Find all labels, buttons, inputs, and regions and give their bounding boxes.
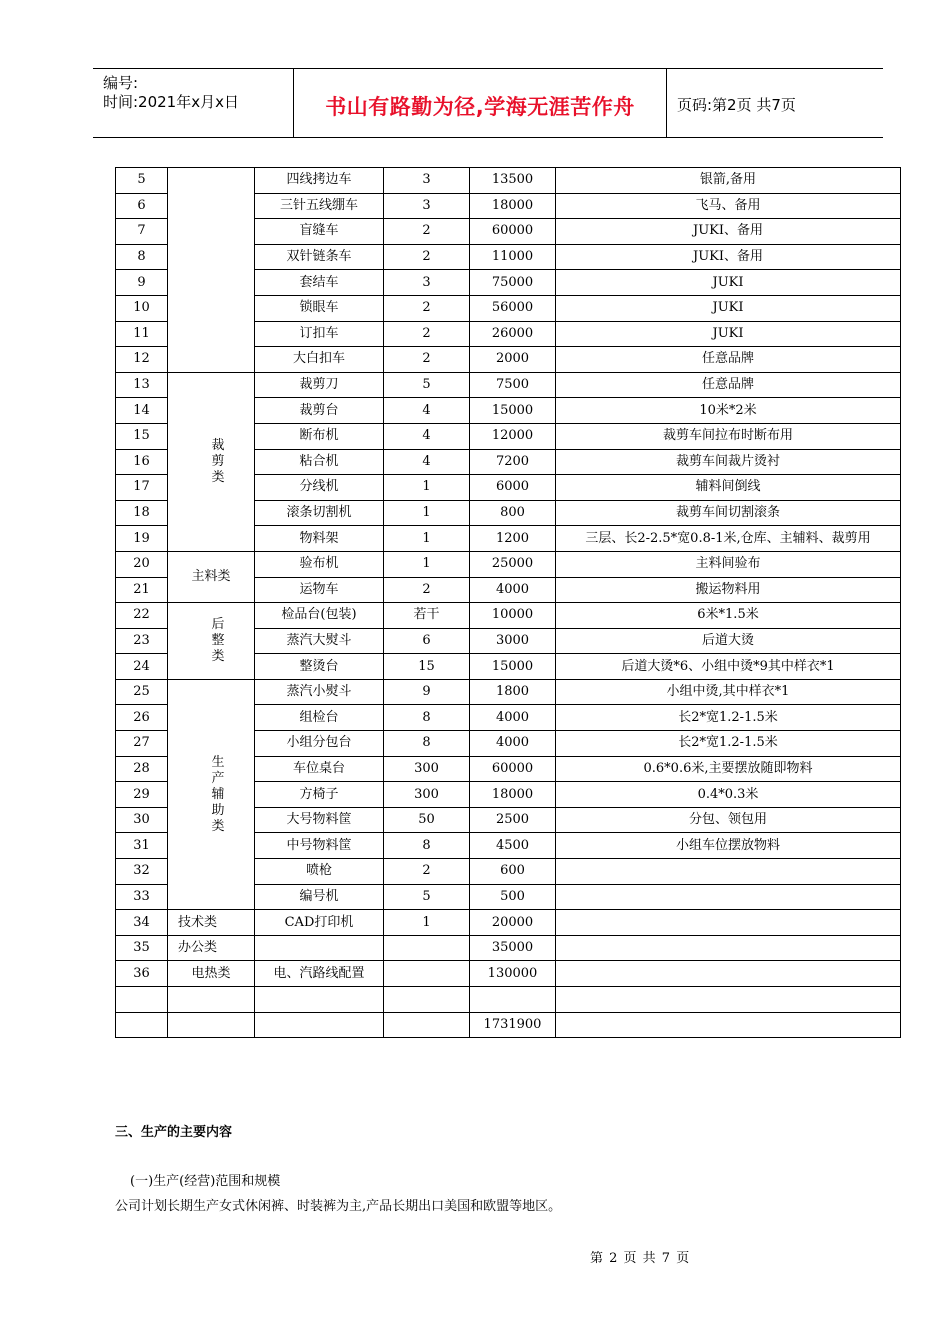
item-name-cell: 验布机	[255, 551, 384, 577]
amount-cell: 60000	[470, 219, 556, 245]
item-name-cell: 滚条切割机	[255, 500, 384, 526]
note-cell: 后道大烫*6、小组中烫*9其中样衣*1	[556, 654, 901, 680]
table-row	[116, 935, 901, 961]
quantity-cell: 8	[384, 705, 470, 731]
note-cell: 银箭,备用	[556, 168, 901, 194]
row-number-cell: 33	[116, 884, 168, 910]
row-number-cell: 20	[116, 551, 168, 577]
table-row	[116, 679, 901, 705]
table-row	[116, 961, 901, 987]
item-name-cell: 整烫台	[255, 654, 384, 680]
note-cell: JUKI	[556, 321, 901, 347]
category-cell: 技术类	[168, 910, 255, 936]
amount-cell: 7500	[470, 372, 556, 398]
row-number-cell: 16	[116, 449, 168, 475]
quantity-cell: 2	[384, 577, 470, 603]
row-number-cell: 12	[116, 347, 168, 373]
note-cell: 长2*宽1.2-1.5米	[556, 731, 901, 757]
table-row	[116, 603, 901, 629]
page-footer: 第 2 页 共 7 页	[590, 1251, 690, 1266]
amount-cell: 35000	[470, 935, 556, 961]
row-number-cell: 34	[116, 910, 168, 936]
note-cell: 主料间验布	[556, 551, 901, 577]
note-cell: 辅料间倒线	[556, 475, 901, 501]
empty-cell	[384, 987, 470, 1013]
row-number-cell: 35	[116, 935, 168, 961]
note-cell: 后道大烫	[556, 628, 901, 654]
quantity-cell: 1	[384, 910, 470, 936]
note-cell: JUKI、备用	[556, 244, 901, 270]
note-cell: JUKI	[556, 270, 901, 296]
category-cell	[168, 372, 255, 551]
section-paragraph: 公司计划长期生产女式休闲裤、时装裤为主,产品长期出口美国和欧盟等地区。	[115, 1199, 562, 1214]
row-number-cell: 31	[116, 833, 168, 859]
row-number-cell: 5	[116, 168, 168, 194]
note-cell: 小组车位摆放物料	[556, 833, 901, 859]
category-label: 后整类	[211, 616, 225, 664]
empty-cell	[556, 987, 901, 1013]
amount-cell: 13500	[470, 168, 556, 194]
amount-cell: 25000	[470, 551, 556, 577]
amount-cell: 3000	[470, 628, 556, 654]
note-cell: 裁剪车间切割滚条	[556, 500, 901, 526]
item-name-cell: 大号物料筐	[255, 807, 384, 833]
quantity-cell: 5	[384, 372, 470, 398]
category-label: 裁剪类	[211, 437, 225, 485]
amount-cell: 75000	[470, 270, 556, 296]
item-name-cell: 裁剪刀	[255, 372, 384, 398]
header-left-cell	[93, 69, 294, 137]
quantity-cell: 3	[384, 168, 470, 194]
amount-cell: 12000	[470, 423, 556, 449]
quantity-cell: 8	[384, 833, 470, 859]
quantity-cell: 2	[384, 244, 470, 270]
category-label: 生产辅助类	[211, 754, 225, 834]
quantity-cell: 5	[384, 884, 470, 910]
note-cell	[556, 935, 901, 961]
note-cell	[556, 910, 901, 936]
item-name-cell: 组检台	[255, 705, 384, 731]
quantity-cell	[384, 935, 470, 961]
item-name-cell: 蒸汽大熨斗	[255, 628, 384, 654]
item-name-cell: 分线机	[255, 475, 384, 501]
amount-cell: 4000	[470, 705, 556, 731]
quantity-cell: 1	[384, 551, 470, 577]
equipment-table	[115, 167, 901, 1038]
row-number-cell: 32	[116, 859, 168, 885]
amount-cell: 18000	[470, 193, 556, 219]
quantity-cell: 3	[384, 193, 470, 219]
amount-cell: 18000	[470, 782, 556, 808]
note-cell: JUKI	[556, 295, 901, 321]
row-number-cell: 23	[116, 628, 168, 654]
row-number-cell: 19	[116, 526, 168, 552]
quantity-cell: 300	[384, 756, 470, 782]
serial-number-label: 编号:	[103, 74, 139, 92]
row-number-cell: 28	[116, 756, 168, 782]
item-name-cell: 车位桌台	[255, 756, 384, 782]
row-number-cell: 13	[116, 372, 168, 398]
note-cell: 10米*2米	[556, 398, 901, 424]
row-number-cell: 27	[116, 731, 168, 757]
quantity-cell: 9	[384, 679, 470, 705]
row-number-cell: 6	[116, 193, 168, 219]
item-name-cell: 小组分包台	[255, 731, 384, 757]
quantity-cell: 300	[384, 782, 470, 808]
category-cell	[168, 168, 255, 373]
quantity-cell: 4	[384, 423, 470, 449]
amount-cell: 15000	[470, 654, 556, 680]
item-name-cell: 电、汽路线配置	[255, 961, 384, 987]
empty-cell	[384, 1012, 470, 1038]
quantity-cell: 6	[384, 628, 470, 654]
category-label: 主料类	[191, 569, 231, 584]
item-name-cell: 三针五线绷车	[255, 193, 384, 219]
amount-cell: 800	[470, 500, 556, 526]
quantity-cell: 2	[384, 321, 470, 347]
note-cell	[556, 859, 901, 885]
note-cell: 裁剪车间拉布时断布用	[556, 423, 901, 449]
note-cell: 三层、长2-2.5*宽0.8-1米,仓库、主辅料、裁剪用	[556, 526, 901, 552]
item-name-cell: 盲缝车	[255, 219, 384, 245]
table-row-total	[116, 1012, 901, 1038]
header-center-cell	[294, 69, 667, 137]
empty-cell	[556, 1012, 901, 1038]
item-name-cell: 套结车	[255, 270, 384, 296]
row-number-cell: 9	[116, 270, 168, 296]
row-number-cell: 25	[116, 679, 168, 705]
item-name-cell: 中号物料筐	[255, 833, 384, 859]
empty-cell	[470, 987, 556, 1013]
amount-cell: 1800	[470, 679, 556, 705]
empty-cell	[168, 987, 255, 1013]
amount-cell: 10000	[470, 603, 556, 629]
note-cell: 搬运物料用	[556, 577, 901, 603]
category-cell: 办公类	[168, 935, 255, 961]
item-name-cell: 裁剪台	[255, 398, 384, 424]
header-page-info: 页码:第2页 共7页	[677, 96, 796, 114]
empty-cell	[116, 1012, 168, 1038]
quantity-cell: 1	[384, 500, 470, 526]
quantity-cell: 2	[384, 347, 470, 373]
item-name-cell: 断布机	[255, 423, 384, 449]
row-number-cell: 17	[116, 475, 168, 501]
section-subheading: (一)生产(经营)范围和规模	[130, 1174, 281, 1189]
row-number-cell: 8	[116, 244, 168, 270]
row-number-cell: 21	[116, 577, 168, 603]
quantity-cell: 3	[384, 270, 470, 296]
row-number-cell: 22	[116, 603, 168, 629]
row-number-cell: 18	[116, 500, 168, 526]
amount-cell: 4500	[470, 833, 556, 859]
quantity-cell: 8	[384, 731, 470, 757]
amount-cell: 2500	[470, 807, 556, 833]
table-row-blank	[116, 987, 901, 1013]
quantity-cell: 2	[384, 859, 470, 885]
row-number-cell: 36	[116, 961, 168, 987]
item-name-cell: 物料架	[255, 526, 384, 552]
category-cell	[168, 603, 255, 680]
quantity-cell: 1	[384, 526, 470, 552]
item-name-cell: 锁眼车	[255, 295, 384, 321]
equipment-table-body	[116, 168, 901, 1038]
section-heading: 三、生产的主要内容	[115, 1125, 233, 1140]
empty-cell	[255, 987, 384, 1013]
note-cell	[556, 884, 901, 910]
header-right-cell	[667, 69, 883, 137]
quantity-cell: 2	[384, 295, 470, 321]
quantity-cell: 2	[384, 219, 470, 245]
time-label: 时间:2021年x月x日	[103, 93, 239, 111]
quantity-cell: 4	[384, 398, 470, 424]
amount-cell: 500	[470, 884, 556, 910]
table-row	[116, 551, 901, 577]
category-cell	[168, 551, 255, 602]
quantity-cell	[384, 961, 470, 987]
amount-cell: 60000	[470, 756, 556, 782]
row-number-cell: 26	[116, 705, 168, 731]
row-number-cell: 11	[116, 321, 168, 347]
row-number-cell: 10	[116, 295, 168, 321]
item-name-cell	[255, 935, 384, 961]
amount-cell: 1200	[470, 526, 556, 552]
note-cell: 分包、领包用	[556, 807, 901, 833]
quantity-cell: 4	[384, 449, 470, 475]
amount-cell: 11000	[470, 244, 556, 270]
note-cell: 飞马、备用	[556, 193, 901, 219]
item-name-cell: 检品台(包装)	[255, 603, 384, 629]
empty-cell	[116, 987, 168, 1013]
quantity-cell: 15	[384, 654, 470, 680]
amount-cell: 4000	[470, 577, 556, 603]
note-cell: 小组中烫,其中样衣*1	[556, 679, 901, 705]
quantity-cell: 50	[384, 807, 470, 833]
note-cell: 裁剪车间裁片烫衬	[556, 449, 901, 475]
amount-cell: 6000	[470, 475, 556, 501]
total-amount-cell: 1731900	[470, 1012, 556, 1038]
item-name-cell: 双针链条车	[255, 244, 384, 270]
item-name-cell: 大白扣车	[255, 347, 384, 373]
row-number-cell: 30	[116, 807, 168, 833]
amount-cell: 600	[470, 859, 556, 885]
quantity-cell: 若干	[384, 603, 470, 629]
row-number-cell: 14	[116, 398, 168, 424]
table-row	[116, 168, 901, 194]
amount-cell: 56000	[470, 295, 556, 321]
amount-cell: 4000	[470, 731, 556, 757]
header-motto: 书山有路勤为径,学海无涯苦作舟	[325, 95, 635, 119]
amount-cell: 7200	[470, 449, 556, 475]
note-cell: 6米*1.5米	[556, 603, 901, 629]
amount-cell: 130000	[470, 961, 556, 987]
row-number-cell: 24	[116, 654, 168, 680]
item-name-cell: 运物车	[255, 577, 384, 603]
empty-cell	[255, 1012, 384, 1038]
note-cell: 长2*宽1.2-1.5米	[556, 705, 901, 731]
note-cell: 0.6*0.6米,主要摆放随即物料	[556, 756, 901, 782]
row-number-cell: 15	[116, 423, 168, 449]
item-name-cell: 蒸汽小熨斗	[255, 679, 384, 705]
amount-cell: 26000	[470, 321, 556, 347]
note-cell: 0.4*0.3米	[556, 782, 901, 808]
quantity-cell: 1	[384, 475, 470, 501]
empty-cell	[168, 1012, 255, 1038]
amount-cell: 15000	[470, 398, 556, 424]
table-row	[116, 372, 901, 398]
page-header	[93, 68, 883, 138]
amount-cell: 20000	[470, 910, 556, 936]
item-name-cell: CAD打印机	[255, 910, 384, 936]
item-name-cell: 喷枪	[255, 859, 384, 885]
row-number-cell: 7	[116, 219, 168, 245]
note-cell: 任意品牌	[556, 347, 901, 373]
note-cell: JUKI、备用	[556, 219, 901, 245]
table-row	[116, 910, 901, 936]
category-cell: 电热类	[168, 961, 255, 987]
amount-cell: 2000	[470, 347, 556, 373]
item-name-cell: 方椅子	[255, 782, 384, 808]
row-number-cell: 29	[116, 782, 168, 808]
note-cell	[556, 961, 901, 987]
item-name-cell: 四线拷边车	[255, 168, 384, 194]
item-name-cell: 订扣车	[255, 321, 384, 347]
note-cell: 任意品牌	[556, 372, 901, 398]
item-name-cell: 粘合机	[255, 449, 384, 475]
item-name-cell: 编号机	[255, 884, 384, 910]
category-cell	[168, 679, 255, 909]
